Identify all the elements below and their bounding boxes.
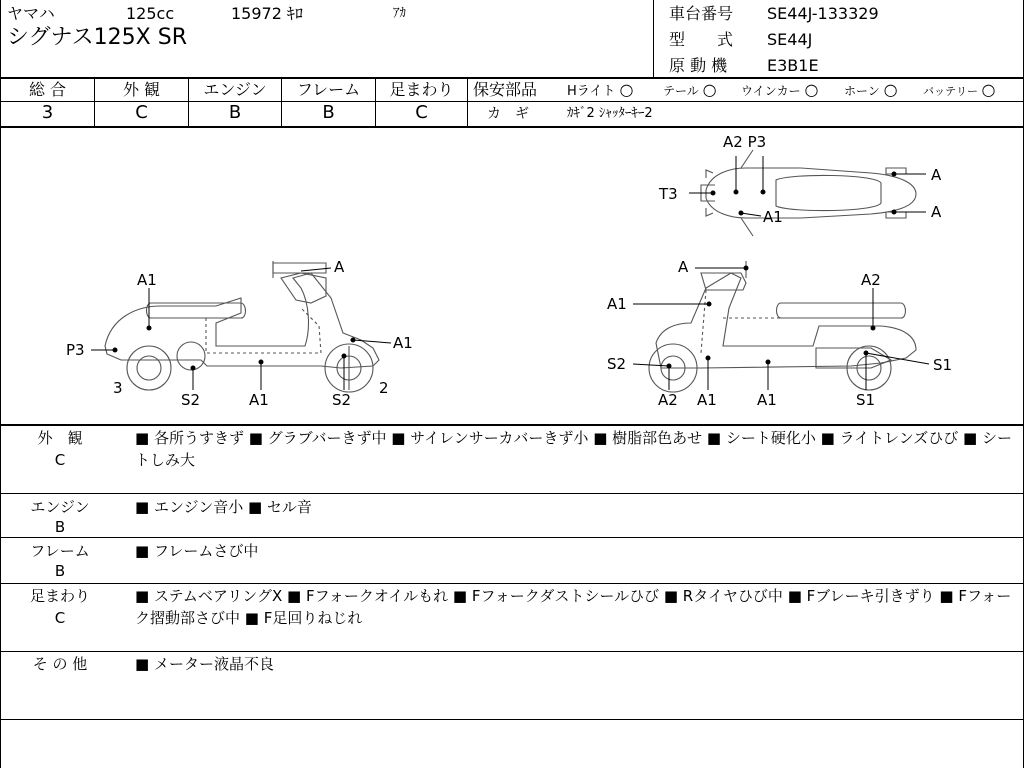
frame-no-label: 車台番号 [669,4,734,23]
section-text-engine: ■ エンジン音小 ■ セル音 [135,498,312,516]
dl-right-4: A2 [658,391,678,409]
dl-left-4: S2 [181,391,201,409]
grade-value-suspension: C [415,102,428,123]
safety-label: 保安部品 [473,80,538,99]
grade-value-frame: B [322,102,335,123]
dl-right-0: A [678,258,689,276]
section-label-exterior: 外 観 [37,429,83,447]
dl-top-4: A [931,203,942,221]
dl-right-2: A2 [861,271,881,289]
dl-top-2: A1 [763,208,783,226]
displacement: 125cc [126,4,175,23]
dl-left-6: S2 [332,391,352,409]
keys-value: ｶｷﾞ2 ｼｬｯﾀｰｷｰ2 [567,106,653,121]
dl-right-7: S1 [933,356,953,374]
grade-header-exterior: 外 観 [122,80,161,99]
engine-value: E3B1E [767,56,819,75]
grade-value-engine: B [228,102,242,123]
color: ｱｶ [393,6,406,21]
dl-top-0: A2 P3 [723,133,767,151]
section-label-frame: フレーム [30,542,90,560]
safety-item-headlight: Hライト ○ [567,80,634,99]
dl-right-6: A1 [757,391,777,409]
section-text-frame: ■ フレームさび中 [135,542,259,560]
grade-header-frame: フレーム [296,80,361,99]
section-grade-exterior: C [54,451,66,469]
model-name: シグナス125X SR [7,25,187,50]
section-grade-frame: B [54,562,66,580]
dl-left-7: 3 [113,379,123,397]
grade-value-exterior: C [135,102,148,123]
dl-left-0: A [334,258,345,276]
engine-label: 原 動 機 [669,56,728,75]
section-grade-engine: B [54,518,66,536]
section-text-other: ■ メーター液晶不良 [135,655,274,673]
dl-top-3: A [931,166,942,184]
dl-left-2: A1 [393,334,413,352]
dl-right-5: A1 [697,391,717,409]
damage-diagram [1,128,1023,424]
dl-right-3: S2 [607,355,627,373]
dl-left-5: A1 [249,391,269,409]
dl-right-8: S1 [856,391,876,409]
mileage: 15972 ｷﾛ [231,4,303,23]
dl-left-1: A1 [137,271,157,289]
safety-item-tail: テール ○ [663,80,717,99]
section-text-exterior: ■ 各所うすきず ■ グラブバーきず中 ■ サイレンサーカバーきず小 ■ 樹脂部色あせ ■ シート硬化小 ■ ライトレンズひび ■ シートしみ大 [135,429,1012,469]
safety-item-winker: ウインカー ○ [741,80,819,99]
section-label-engine: エンジン [30,498,90,516]
section-grade-suspension: C [54,609,66,627]
grade-header-overall: 総 合 [28,80,67,99]
safety-item-battery: バッテリー ○ [923,80,996,99]
section-label-other: そ の 他 [32,655,88,673]
safety-item-horn: ホーン ○ [844,80,898,99]
grade-header-engine: エンジン [203,80,267,99]
top-view-scooter [701,150,916,236]
frame-no: SE44J-133329 [767,4,879,23]
dl-left-8: 2 [379,379,389,397]
section-text-suspension: ■ ステムベアリングX ■ Fフォークオイルもれ ■ Fフォークダストシールひび ■ Rタイヤひび中 ■ Fブレーキ引きずり ■ Fフォーク摺動部さび中 ■ F足回りねじれ [135,587,1012,627]
grade-header-suspension: 足まわり [389,80,454,99]
keys-label: カ ギ [487,106,529,122]
section-label-suspension: 足まわり [29,587,90,605]
dl-left-3: P3 [66,341,85,359]
type-value: SE44J [767,30,813,49]
dl-top-1: T3 [659,185,678,203]
grade-value-overall: 3 [41,102,54,123]
type-label: 型 式 [669,30,734,49]
dl-right-1: A1 [607,295,627,313]
maker: ヤマハ [7,4,55,23]
